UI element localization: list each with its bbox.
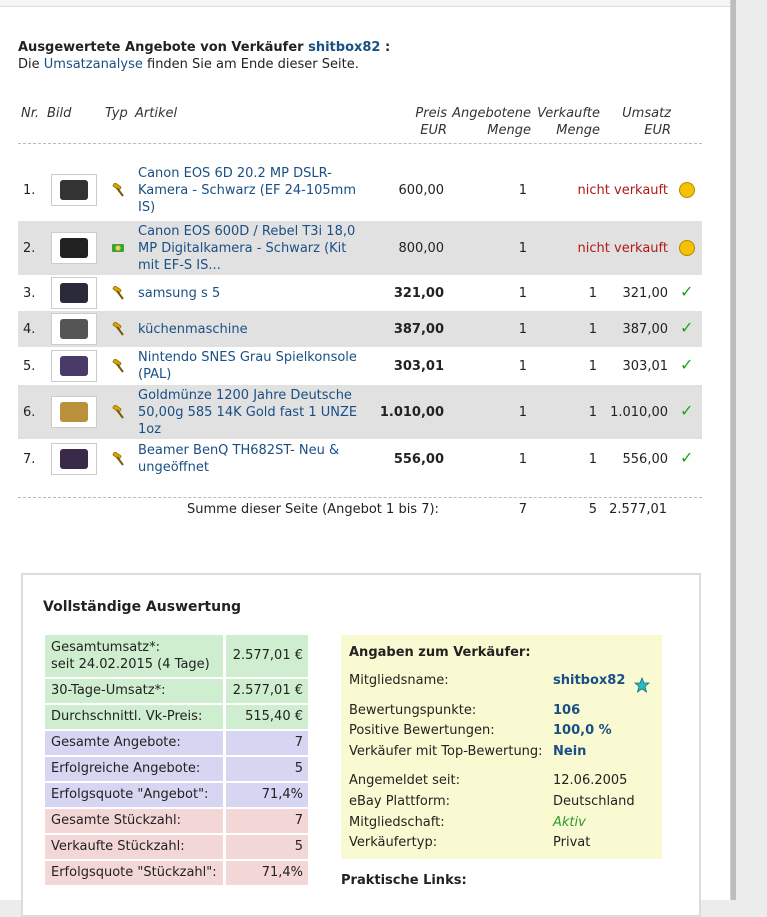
row-number: 3. — [23, 286, 36, 301]
item-thumbnail[interactable] — [51, 277, 97, 309]
item-thumbnail[interactable] — [51, 232, 97, 264]
summary-label: Summe dieser Seite (Angebot 1 bis 7): — [187, 502, 439, 517]
subtitle: Die Umsatzanalyse finden Sie am Ende dieser Seite. — [18, 57, 359, 72]
row-number: 7. — [23, 452, 36, 467]
item-revenue: 321,00 — [622, 286, 668, 301]
stat-value: 2.577,01 € — [226, 635, 308, 677]
item-title-link[interactable]: küchenmaschine — [138, 322, 248, 337]
auction-hammer-icon — [111, 452, 125, 466]
table-row — [18, 385, 702, 439]
auction-hammer-icon — [111, 183, 125, 197]
stat-value: 2.577,01 € — [226, 679, 308, 703]
auction-hammer-icon — [111, 286, 125, 300]
item-price: 556,00 — [393, 452, 444, 467]
table-row — [18, 221, 702, 275]
auction-hammer-icon — [111, 405, 125, 419]
stat-label: Durchschnittl. Vk-Preis: — [45, 705, 223, 729]
item-price: 321,00 — [393, 286, 444, 301]
stat-label: Erfolgreiche Angebote: — [45, 757, 223, 781]
item-revenue: 303,01 — [622, 359, 668, 374]
checkmark-icon: ✓ — [680, 318, 694, 337]
item-thumbnail[interactable] — [51, 313, 97, 345]
stat-label: Erfolgsquote "Stückzahl": — [45, 861, 223, 885]
scrollbar[interactable] — [731, 0, 736, 900]
stat-row — [45, 783, 308, 807]
checkmark-icon: ✓ — [680, 401, 694, 420]
col-umsatz: Umsatz EUR — [622, 106, 671, 138]
stat-label: Gesamtumsatz*: seit 24.02.2015 (4 Tage) — [45, 635, 223, 677]
star-icon — [634, 677, 650, 693]
sad-smiley-icon — [679, 240, 695, 256]
sold-quantity: 1 — [588, 322, 597, 337]
row-number: 6. — [23, 405, 36, 420]
stat-value: 7 — [226, 809, 308, 833]
evaluation-title: Vollständige Auswertung — [43, 599, 242, 615]
sold-quantity: 1 — [588, 452, 597, 467]
stat-label: Erfolgsquote "Angebot": — [45, 783, 223, 807]
stat-value: 5 — [226, 835, 308, 859]
offered-quantity: 1 — [518, 452, 527, 467]
stat-label: Gesamte Stückzahl: — [45, 809, 223, 833]
col-typ: Typ — [105, 106, 128, 121]
stat-row — [45, 835, 308, 859]
offered-quantity: 1 — [518, 241, 527, 256]
umsatzanalyse-link[interactable]: Umsatzanalyse — [43, 57, 143, 72]
seller-link[interactable]: shitbox82 — [308, 40, 381, 55]
item-revenue: nicht verkauft — [577, 241, 668, 256]
item-title-link[interactable]: Canon EOS 6D 20.2 MP DSLR-Kamera - Schwarz (EF 24-105mm IS) — [138, 166, 356, 215]
stat-value: 7 — [226, 731, 308, 755]
page-title: Ausgewertete Angebote von Verkäufer shitbox82 : — [18, 40, 391, 55]
stat-row — [45, 757, 308, 781]
item-thumbnail[interactable] — [51, 443, 97, 475]
stat-label: Verkaufte Stückzahl: — [45, 835, 223, 859]
stat-value: 515,40 € — [226, 705, 308, 729]
item-title-link[interactable]: samsung s 5 — [138, 286, 221, 301]
top-rated: Nein — [553, 744, 587, 759]
table-row — [18, 160, 702, 220]
offered-quantity: 1 — [518, 359, 527, 374]
item-price: 1.010,00 — [379, 405, 444, 420]
seller-info-box: Angaben zum Verkäufer: Mitgliedsname: shitbox82 Bewertungspunkte: 106 Positive Bewertungen: 100,0 % Verkäufer mit Top-Bewertung: Nein Angemeldet seit: 12.06.2005 eBay Plattform: Deutschland Mitgliedschaft: Aktiv Verkäufertyp: Privat — [341, 635, 662, 859]
offered-quantity: 1 — [518, 405, 527, 420]
auction-hammer-icon — [111, 359, 125, 373]
table-row — [18, 348, 702, 384]
checkmark-icon: ✓ — [680, 282, 694, 301]
item-price: 800,00 — [398, 241, 444, 256]
buy-now-icon — [111, 241, 125, 255]
offered-quantity: 1 — [518, 286, 527, 301]
row-number: 4. — [23, 322, 36, 337]
col-nr: Nr. — [21, 106, 40, 121]
membership-status: Aktiv — [553, 815, 586, 830]
item-price: 600,00 — [398, 183, 444, 198]
summary-revenue: 2.577,01 — [609, 502, 667, 517]
stat-value: 71,4% — [226, 783, 308, 807]
practical-links-title: Praktische Links: — [341, 873, 467, 888]
stat-row — [45, 635, 308, 677]
row-number: 5. — [23, 359, 36, 374]
header-divider — [18, 143, 702, 144]
stat-value: 71,4% — [226, 861, 308, 885]
item-revenue: 556,00 — [622, 452, 668, 467]
row-number: 2. — [23, 241, 36, 256]
col-angebotene: Angebotene Menge — [452, 106, 531, 138]
offered-quantity: 1 — [518, 322, 527, 337]
stat-row — [45, 861, 308, 885]
item-thumbnail[interactable] — [51, 350, 97, 382]
seller-type: Privat — [553, 835, 591, 850]
item-title-link[interactable]: Goldmünze 1200 Jahre Deutsche 50,00g 585 14K Gold fast 1 UNZE 1oz — [138, 388, 358, 437]
seller-info-title: Angaben zum Verkäufer: — [349, 645, 531, 660]
sad-smiley-icon — [679, 182, 695, 198]
item-price: 303,01 — [393, 359, 444, 374]
checkmark-icon: ✓ — [680, 355, 694, 374]
summary-divider — [18, 497, 702, 498]
item-price: 387,00 — [393, 322, 444, 337]
stat-row — [45, 705, 308, 729]
auction-hammer-icon — [111, 322, 125, 336]
checkmark-icon: ✓ — [680, 448, 694, 467]
sold-quantity: 1 — [588, 405, 597, 420]
item-thumbnail[interactable] — [51, 396, 97, 428]
col-preis: Preis EUR — [415, 106, 447, 138]
sold-quantity: 1 — [588, 286, 597, 301]
stat-row — [45, 679, 308, 703]
item-revenue: 387,00 — [622, 322, 668, 337]
stat-row — [45, 809, 308, 833]
top-strip — [0, 0, 730, 7]
summary-sold: 5 — [588, 502, 597, 517]
summary-offered: 7 — [518, 502, 527, 517]
item-title-link[interactable]: Beamer BenQ TH682ST- Neu & ungeöffnet — [138, 443, 340, 475]
ebay-platform: Deutschland — [553, 794, 635, 809]
item-thumbnail[interactable] — [51, 174, 97, 206]
stat-label: 30-Tage-Umsatz*: — [45, 679, 223, 703]
rating-points[interactable]: 106 — [553, 703, 581, 718]
item-revenue: 1.010,00 — [610, 405, 668, 420]
member-name-link[interactable]: shitbox82 — [553, 673, 626, 688]
sold-quantity: 1 — [588, 359, 597, 374]
full-evaluation-panel — [21, 573, 701, 917]
table-row — [18, 311, 702, 347]
stat-label: Gesamte Angebote: — [45, 731, 223, 755]
offered-quantity: 1 — [518, 183, 527, 198]
stat-row — [45, 731, 308, 755]
table-row — [18, 276, 702, 310]
item-title-link[interactable]: Nintendo SNES Grau Spielkonsole (PAL) — [138, 350, 357, 382]
col-verkaufte: Verkaufte Menge — [537, 106, 600, 138]
positive-ratings: 100,0 % — [553, 723, 612, 738]
stat-value: 5 — [226, 757, 308, 781]
table-row — [18, 440, 702, 478]
item-title-link[interactable]: Canon EOS 600D / Rebel T3i 18,0 MP Digitalkamera - Schwarz (Kit mit EF-S IS... — [138, 224, 356, 273]
col-bild: Bild — [47, 106, 72, 121]
item-revenue: nicht verkauft — [577, 183, 668, 198]
col-artikel: Artikel — [135, 106, 178, 121]
registered-since: 12.06.2005 — [553, 773, 628, 788]
row-number: 1. — [23, 183, 36, 198]
